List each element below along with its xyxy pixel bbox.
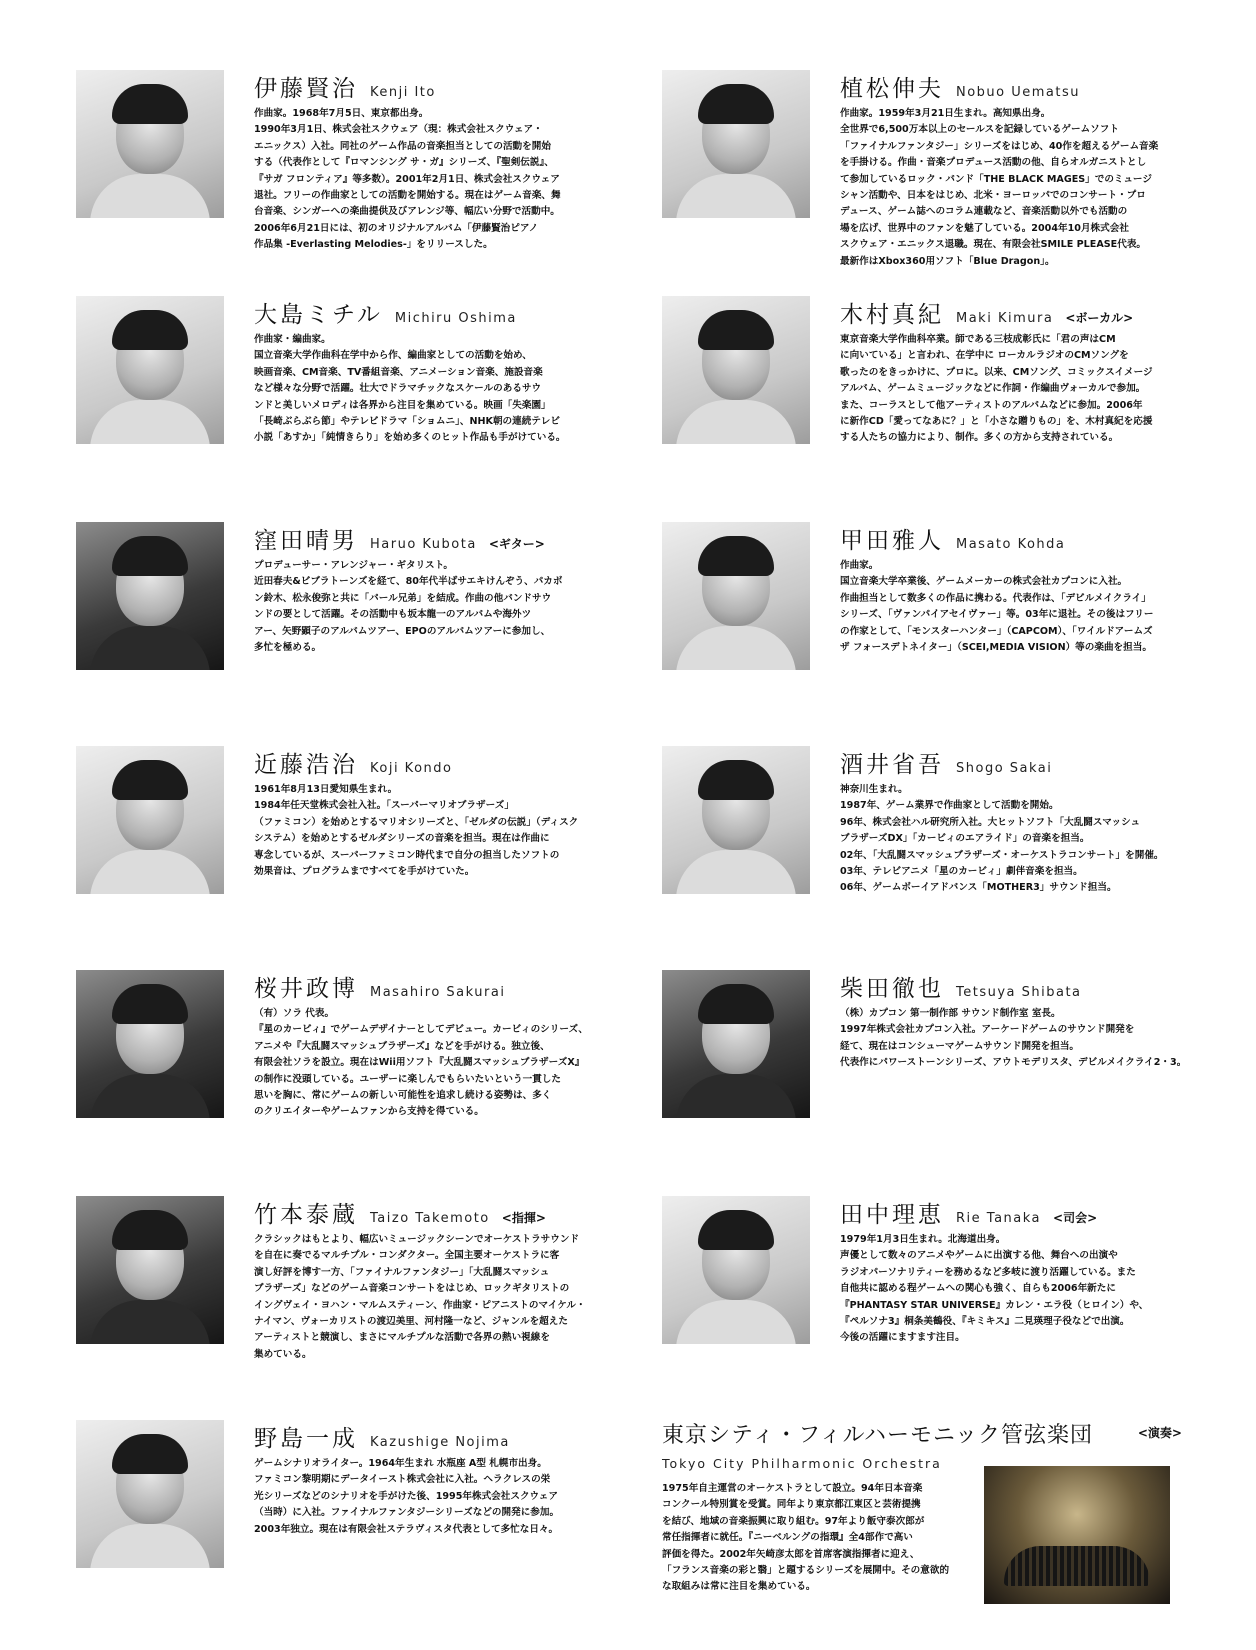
bio-text: （株）カプコン 第一制作部 サウンド制作室 室長。 1997年株式会社カプコン入社。アーケードゲームのサウンド開発を 経て、現在はコンシューマゲームサウンド開発を担当。 代表作にパワーストーンシリーズ、アウトモデリスタ、デビルメイクライ2・3。 — [840, 1008, 1187, 1069]
bio-text: 作曲家。1968年7月5日、東京都出身。 1990年3月1日、株式会社スクウェア（現：株式会社スクウェア・ エニックス）入社。同社のゲーム作品の音楽担当としての活動を開始 する（代表作として『ロマンシング サ・ガ』シリーズ、『聖剣伝説』、 『サガ フロンティア』等多数）。2001年2月1日、株式会社スクウェア 退社。フリーの作曲家としての活動を開始する。現在はゲーム音楽、舞 台音楽、シンガーへの楽曲提供及びアレンジ等、幅広い分野で活動中。 2006年6月21日には、初のオリジナルアルバム「伊藤賢治ピアノ 作品集 -Everlasting Melodies-」をリリースした。 — [254, 108, 561, 251]
portrait-photo — [76, 746, 224, 894]
portrait-photo — [76, 522, 224, 670]
name-en: Shogo Sakai — [956, 761, 1053, 776]
orchestra-photo — [984, 1466, 1170, 1604]
bio-text: プロデューサー・アレンジャー・ギタリスト。 近田春夫&ビブラトーンズを経て、80年代半ばサエキけんぞう、パカボ ン鈴木、松永俊弥と共に「パール兄弟」を結成。作曲の他バンドサウ ンドの要として活躍。その活動中も坂本龍一のアルバムや海外ツ アー、矢野顕子のアルバムツアー、EPOのアルバムツアーに参加し、 多忙を極める。 — [254, 560, 563, 654]
portrait-photo — [76, 970, 224, 1118]
name-en: Maki Kimura — [956, 311, 1054, 326]
bio-text: 神奈川生まれ。 1987年、ゲーム業界で作曲家として活動を開始。 96年、株式会社ハル研究所入社。大ヒットソフト「大乱闘スマッシュ ブラザーズDX」「カービィのエアライド」の音楽を担当。 02年、「大乱闘スマッシュブラザーズ・オーケストラコンサート」を開催。 03年、テレビアニメ「星のカービィ」劇伴音楽を担当。 06年、ゲームボーイアドバンス「MOTHER3」サウンド担当。 — [840, 784, 1164, 894]
bio-text: 1979年1月3日生まれ。北海道出身。 声優として数々のアニメやゲームに出演する他、舞台への出演や ラジオパーソナリティーを務めるなど多岐に渡り活躍している。また 自他共に認める程ゲームへの関心も強く、自らも2006年新たに 『PHANTASY STAR UNIVERSE』カレン・エラ役（ヒロイン）や、 『ペルソナ3』桐条美鶴役、『キミキス』二見瑛理子役などで出演。 今後の活躍にますます注目。 — [840, 1234, 1149, 1344]
bio-text: 東京音楽大学作曲科卒業。師である三枝成彰氏に「君の声はCM に向いている」と言われ、在学中に ローカルラジオのCMソングを 歌ったのをきっかけに、プロに。以来、CMソング、コミックスイメージ アルバム、ゲームミュージックなどに作詞・作編曲ヴォーカルで参加。 また、コーラスとして他アーティストのアルバムなどに参加。2006年 に新作CD「愛ってなあに？」と「小さな贈りもの」を、木村真紀を応援 する人たちの協力により、制作。多くの方から支持されている。 — [840, 334, 1153, 444]
portrait-photo — [662, 746, 810, 894]
bio-text: 1961年8月13日愛知県生まれ。 1984年任天堂株式会社入社。「スーパーマリオブラザーズ」 （ファミコン）を始めとするマリオシリーズと、「ゼルダの伝説」（ディスク システム）を始めとするゼルダシリーズの音楽を担当。現在は作曲に 専念しているが、スーパーファミコン時代まで自分の担当したソフトの 効果音は、プログラムまですべてを手がけていた。 — [254, 784, 579, 878]
name-jp: 竹本泰蔵 — [254, 1202, 358, 1228]
name-en: Kenji Ito — [370, 85, 436, 100]
bio-text: 作曲家・編曲家。 国立音楽大学作曲科在学中から作、編曲家としての活動を始め、 映画音楽、CM音楽、TV番組音楽、アニメーション音楽、施設音楽 など様々な分野で活躍。壮大でドラマチックなスケールのあるサウ ンドと美しいメロディは各界から注目を集めている。映画「失楽園」 「長崎ぶらぶら節」やテレビドラマ「ショムニ」、NHK朝の連続テレビ 小説「あすか」「純情きらり」を始め多くのヒット作品も手がけている。 — [254, 334, 566, 444]
name-jp: 近藤浩治 — [254, 752, 358, 778]
role-label: <演奏> — [1137, 1426, 1182, 1440]
profile-card — [76, 970, 636, 1170]
bio-text: 作曲家。 国立音楽大学卒業後、ゲームメーカーの株式会社カプコンに入社。 作曲担当として数多くの作品に携わる。代表作は、「デビルメイクライ」 シリーズ、「ヴァンパイアセイヴァー」等。03年に退社。その後はフリー の作家として、「モンスターハンター」（CAPCOM）、「ワイルドアームズ ザ フォースデトネイター」（SCEI,MEDIA VISION）等の楽曲を担当。 — [840, 560, 1154, 654]
bio-text: （有）ソラ 代表。 『星のカービィ』でゲームデザイナーとしてデビュー。カービィのシリーズ、 アニメや『大乱闘スマッシュブラザーズ』などを手がける。独立後、 有限会社ソラを設立。現在はWii用ソフト『大乱闘スマッシュブラザーズX』 の制作に没頭している。ユーザーに楽しんでもらいたいという一貫した 思いを胸に、常にゲームの新しい可能性を追求し続ける姿勢は、多く のクリエイターやゲームファンから支持を得ている。 — [254, 1008, 588, 1118]
portrait-photo — [662, 522, 810, 670]
profile-card — [76, 296, 636, 496]
bio-text: 1975年自主運営のオーケストラとして設立。94年日本音楽 コンクール特別賞を受賞。同年より東京都江東区と芸術提携 を結び、地域の音楽振興に取り組む。97年より飯守泰次郎が 常任指揮者に就任。『ニーベルングの指環』全4部作で高い 評価を得た。2002年矢崎彦太郎を首席客演指揮者に迎え、 「フランス音楽の彩と翳」と題するシリーズを展開中。その意欲的 な取組みは常に注目を集めている。 — [662, 1483, 950, 1593]
name-en: Taizo Takemoto — [370, 1211, 490, 1226]
portrait-photo — [662, 1196, 810, 1344]
profile-card — [662, 746, 1222, 946]
bio-text: ゲームシナリオライター。1964年生まれ 水瓶座 A型 札幌市出身。 ファミコン黎明期にデータイースト株式会社に入社。ヘラクレスの栄 光シリーズなどのシナリオを手がけた後、1995年株式会社スクウェア （当時）に入社。ファイナルファンタジーシリーズなどの開発に参加。 2003年独立。現在は有限会社ステラヴィスタ代表として多忙な日々。 — [254, 1458, 560, 1535]
name-jp: 植松伸夫 — [840, 76, 944, 102]
portrait-photo — [76, 70, 224, 218]
profile-card — [662, 70, 1222, 270]
portrait-photo — [76, 1196, 224, 1344]
name-jp: 桜井政博 — [254, 976, 358, 1002]
name-jp: 窪田晴男 — [254, 528, 358, 554]
profile-card — [76, 746, 636, 946]
name-en: Rie Tanaka — [956, 1211, 1042, 1226]
role-label: <指揮> — [501, 1211, 546, 1225]
name-jp: 伊藤賢治 — [254, 76, 358, 102]
profile-card — [662, 296, 1222, 496]
orchestra-name-jp: 東京シティ・フィルハーモニック管弦楽団 — [662, 1423, 1094, 1448]
name-en: Masato Kohda — [956, 537, 1066, 552]
name-en: Michiru Oshima — [394, 311, 517, 326]
portrait-photo — [662, 970, 810, 1118]
portrait-photo — [76, 1420, 224, 1568]
name-jp: 大島ミチル — [254, 302, 383, 328]
name-jp: 田中理恵 — [840, 1202, 944, 1228]
profile-card — [662, 970, 1222, 1170]
name-jp: 柴田徹也 — [840, 976, 944, 1002]
profile-card — [76, 522, 636, 722]
bio-text: 作曲家。1959年3月21日生まれ。高知県出身。 全世界で6,500万本以上のセールスを記録しているゲームソフト 「ファイナルファンタジー」シリーズをはじめ、40作を超えるゲーム音楽 を手掛ける。作曲・音楽プロデュース活動の他、自らオルガニストとし て参加しているロック・バンド「THE BLACK MAGES」でのミュージ シャン活動や、日本をはじめ、北米・ヨーロッパでのコンサート・プロ デュース、ゲーム誌へのコラム連載など、音楽活動以外でも活動の 場を広げ、世界中のファンを魅了している。2004年10月株式会社 スクウェア・エニックス退職。現在、有限会社SMILE PLEASE代表。 最新作はXbox360用ソフト「Blue Dragon」。 — [840, 108, 1159, 267]
name-jp: 甲田雅人 — [840, 528, 944, 554]
profile-card — [76, 1196, 636, 1396]
name-en: Haruo Kubota — [370, 537, 477, 552]
name-en: Nobuo Uematsu — [956, 85, 1081, 100]
portrait-photo — [662, 296, 810, 444]
name-en: Kazushige Nojima — [370, 1435, 510, 1450]
portrait-photo — [662, 70, 810, 218]
profile-card — [662, 522, 1222, 722]
name-en: Tetsuya Shibata — [956, 985, 1082, 1000]
role-label: <ギター> — [488, 537, 545, 551]
orchestra-name-en: Tokyo City Philharmonic Orchestra — [662, 1456, 942, 1471]
name-jp: 野島一成 — [254, 1426, 358, 1452]
profile-card — [662, 1196, 1222, 1396]
portrait-photo — [76, 296, 224, 444]
name-jp: 木村真紀 — [840, 302, 944, 328]
role-label: <ボーカル> — [1065, 311, 1134, 325]
name-jp: 酒井省吾 — [840, 752, 944, 778]
name-en: Koji Kondo — [370, 761, 453, 776]
role-label: <司会> — [1053, 1211, 1098, 1225]
bio-text: クラシックはもとより、幅広いミュージックシーンでオーケストラサウンド を自在に奏でるマルチプル・コンダクター。全国主要オーケストラに客 演し好評を博す一方、「ファイナルファンタジー」「大乱闘スマッシュ ブラザーズ」などのゲーム音楽コンサートをはじめ、ロックギタリストの イングヴェイ・ヨハン・マルムスティーン、作曲家・ピアニストのマイケル・ ナイマン、ヴォーカリストの渡辺美里、河村隆一など、ジャンルを超えた アーティストと競演し、まさにマルチプルな活動で各界の熱い視線を 集めている。 — [254, 1234, 586, 1360]
profile-card — [76, 1420, 636, 1620]
name-en: Masahiro Sakurai — [370, 985, 506, 1000]
orchestra-card — [662, 1418, 1182, 1598]
profile-card — [76, 70, 636, 270]
